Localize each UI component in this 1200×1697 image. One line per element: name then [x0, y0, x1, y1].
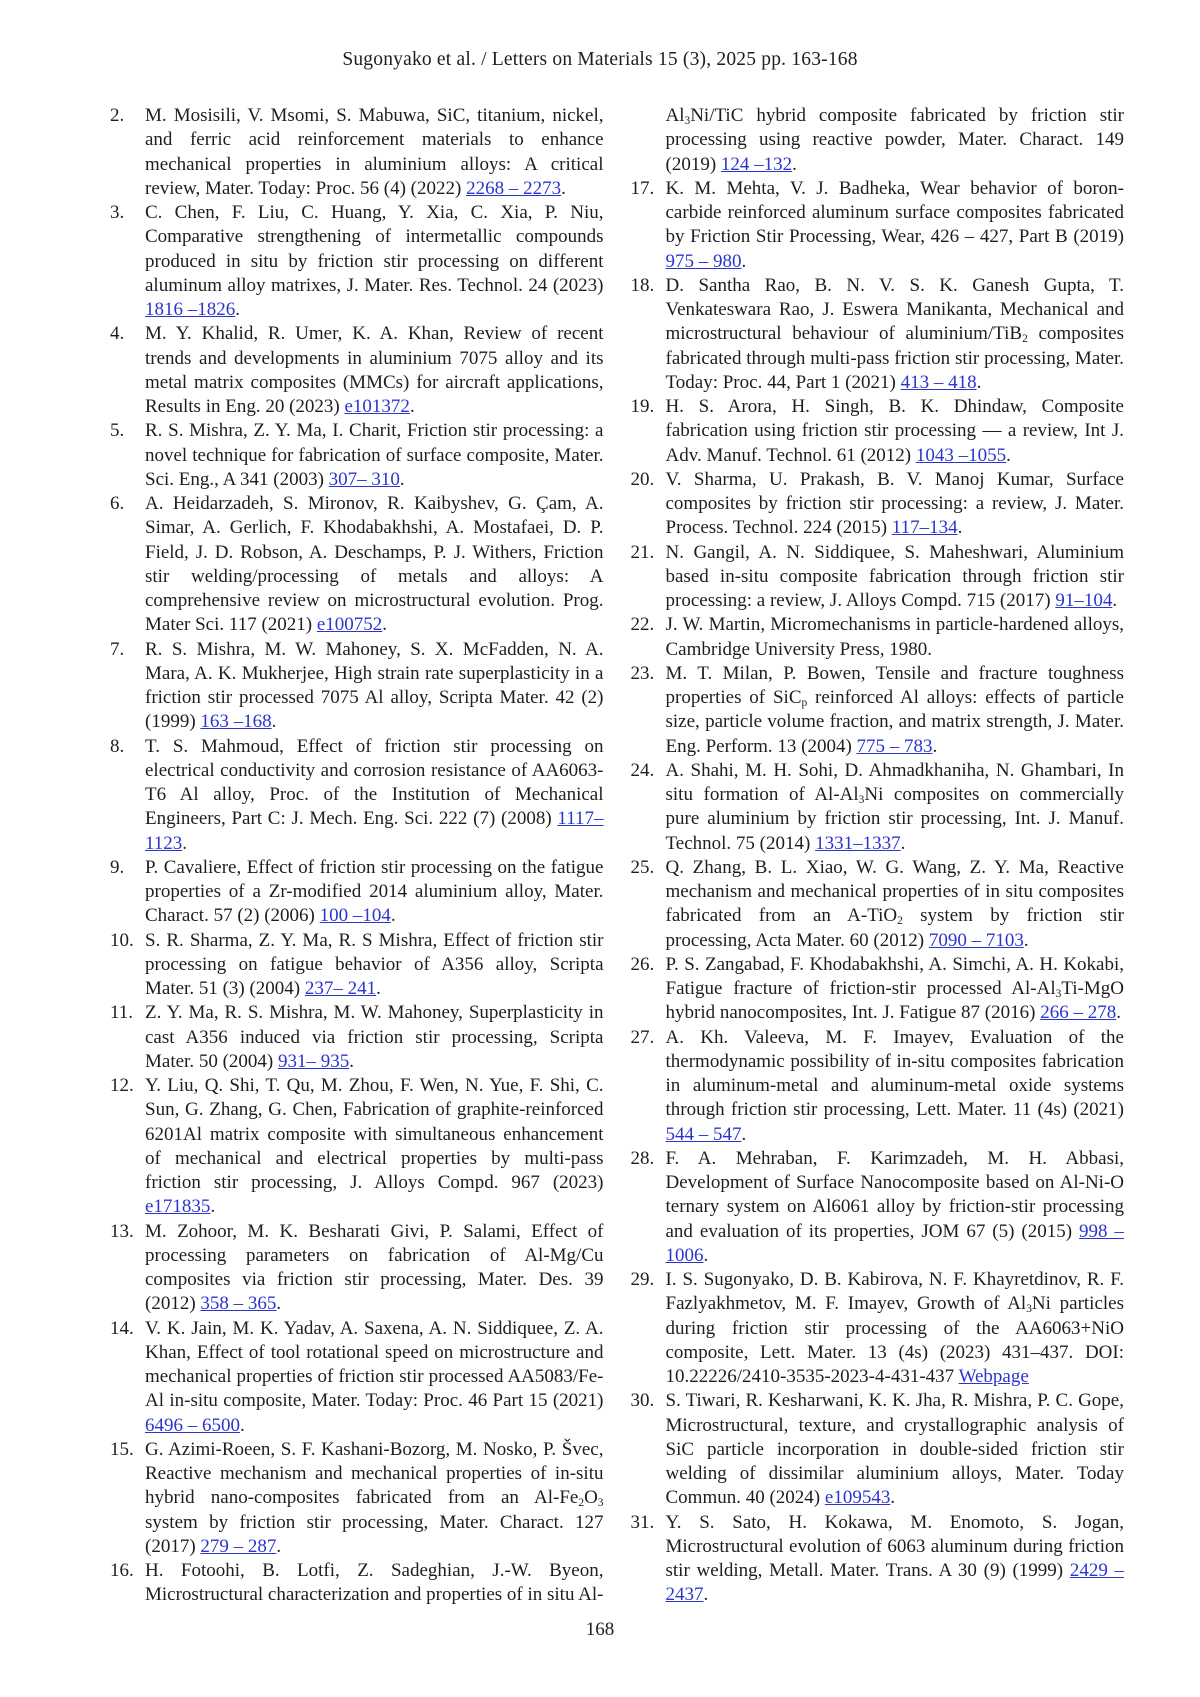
reference-number: 15.	[110, 1438, 134, 1460]
subscript-text: 3	[858, 793, 865, 806]
reference-text: G. Azimi-Roeen, S. F. Kashani-Bozorg, M. Nosko, P. Švec, Reactive mechanism and mechanical properties of in-situ hybrid nano-composites fabricated from an Al-Fe	[145, 1438, 604, 1509]
reference-text: V. Sharma, U. Prakash, B. V. Manoj Kumar, Surface composites by friction stir processing: a review, J. Mater. Process. Technol. 224 (2015)	[665, 468, 1124, 539]
reference-text: .	[235, 299, 240, 320]
reference-text: S. Tiwari, R. Kesharwani, K. K. Jha, R. Mishra, P. C. Gope, Microstructural, texture, and crystallographic analysis of SiC particle incorporation in double-sided friction stir welding of dissimilar aluminium alloys, Mater. Today Commun. 40 (2024)	[665, 1390, 1124, 1509]
reference-item	[631, 759, 1125, 856]
subscript-text: 3	[1055, 987, 1062, 1000]
reference-number: 18.	[630, 274, 655, 296]
reference-link[interactable]: 91–104	[1055, 590, 1113, 611]
reference-number: 3.	[110, 202, 125, 223]
reference-link[interactable]: 124 –132	[720, 153, 793, 175]
reference-link[interactable]: 279 – 287	[200, 1535, 277, 1557]
reference-item	[110, 735, 604, 856]
reference-link[interactable]: e171835	[145, 1196, 211, 1218]
reference-text: .	[932, 735, 938, 757]
reference-item	[110, 419, 604, 492]
reference-link[interactable]: 775 – 783	[856, 735, 933, 757]
reference-text: N. Gangil, A. N. Siddiquee, S. Maheshwari, Aluminium based in-situ composite fabrication through friction stir processing: a review, J. Alloys Compd. 715 (2017)	[665, 541, 1124, 611]
reference-text: .	[240, 1414, 245, 1436]
reference-item	[110, 1001, 604, 1074]
reference-number: 12.	[110, 1075, 134, 1096]
reference-text: .	[376, 978, 381, 999]
reference-item	[631, 1147, 1125, 1268]
reference-number: 20.	[630, 468, 655, 490]
reference-text: P. Cavaliere, Effect of friction stir processing on the fatigue properties of a Zr-modified 2014 aluminium alloy, Mater. Charact. 57 (2) (2006)	[145, 856, 604, 927]
reference-number: 30.	[630, 1390, 655, 1412]
reference-link[interactable]: 6496 – 6500	[145, 1414, 240, 1436]
reference-number: 24.	[630, 759, 655, 781]
reference-number: 23.	[630, 662, 655, 684]
reference-text: .	[741, 250, 747, 272]
reference-number: 7.	[110, 638, 125, 660]
reference-item	[110, 492, 604, 638]
reference-text: .	[1116, 1002, 1121, 1024]
reference-number: 8.	[110, 735, 125, 757]
reference-text: .	[1023, 929, 1029, 951]
subscript-text: 3	[684, 114, 691, 127]
reference-item	[631, 613, 1125, 662]
subscript-text: 3	[1026, 1303, 1032, 1316]
reference-item	[631, 1389, 1125, 1510]
reference-link[interactable]: e100752	[316, 614, 383, 636]
subscript-text: p	[801, 696, 808, 709]
reference-link[interactable]: 544 – 547	[665, 1123, 742, 1145]
reference-number: 4.	[110, 323, 125, 345]
reference-item	[110, 201, 604, 322]
reference-link[interactable]: 237– 241	[304, 978, 377, 999]
reference-text: A. Kh. Valeeva, M. F. Imayev, Evaluation of the thermodynamic possibility of in-situ composites fabrication in aluminum-metal and aluminum-metal oxide systems through friction stir processing, Lett. Mater. 11 (4s) (2021)	[665, 1026, 1124, 1121]
reference-text: T. S. Mahmoud, Effect of friction stir processing on electrical conductivity and corrosion resistance of AA6063-T6 Al alloy, Proc. of the Institution of Mechanical Engineers, Part C: J. Mech. Eng. Sci. 222 (7) (2008)	[145, 735, 604, 830]
reference-text: Q. Zhang, B. L. Xiao, W. G. Wang, Z. Y. Ma, Reactive mechanism and mechanical properties of in situ composites fabricated from an A-TiO	[665, 856, 1124, 927]
reference-text: .	[382, 614, 388, 636]
reference-text: K. M. Mehta, V. J. Badheka, Wear behavior of boron-carbide reinforced aluminum surface composites fabricated by Friction Stir Processing, Wear, 426 – 427, Part B (2019)	[665, 177, 1124, 248]
reference-item	[110, 638, 604, 735]
reference-link[interactable]: 975 – 980	[665, 250, 742, 272]
reference-text: .	[210, 1196, 216, 1218]
reference-text: H. Fotoohi, B. Lotfi, Z. Sadeghian, J.-W. Byeon, Microstructural characterization and properties of in situ Al-Al	[145, 105, 685, 1606]
reference-item	[631, 953, 1125, 1026]
reference-text: .	[900, 832, 906, 854]
reference-item	[631, 662, 1125, 759]
reference-number: 19.	[630, 396, 655, 417]
reference-link[interactable]: 100 –104	[319, 905, 391, 927]
reference-text: .	[703, 1584, 709, 1606]
reference-text: Y. Liu, Q. Shi, T. Qu, M. Zhou, F. Wen, N. Yue, F. Shi, C. Sun, G. Zhang, G. Chen, Fabrication of graphite-reinforced 6201Al matrix composite with simultaneous enhancement of mechanical and electrical properties by multi-pass friction stir processing, J. Alloys Compd. 967 (2023)	[145, 1075, 604, 1193]
reference-item	[631, 1511, 1125, 1608]
reference-item	[110, 856, 604, 929]
reference-text: .	[276, 1293, 282, 1315]
reference-text: A. Shahi, M. H. Sohi, D. Ahmadkhaniha, N. Ghambari, In situ formation of Al-Al	[665, 759, 1124, 805]
reference-item	[631, 177, 1125, 274]
reference-link[interactable]: 163 –168	[200, 711, 272, 733]
reference-item	[110, 1438, 604, 1559]
reference-text: .	[276, 1535, 282, 1557]
reference-number: 16.	[110, 1560, 134, 1581]
reference-link[interactable]: 358 – 365	[200, 1293, 277, 1315]
reference-text: .	[349, 1050, 354, 1072]
reference-number: 5.	[110, 420, 125, 442]
reference-number: 22.	[630, 614, 655, 636]
reference-item	[631, 856, 1125, 953]
reference-link[interactable]: 1816 –1826	[145, 299, 236, 320]
reference-item	[110, 929, 604, 1002]
reference-text: S. R. Sharma, Z. Y. Ma, R. S Mishra, Effect of friction stir processing on fatigue behavior of A356 alloy, Scripta Mater. 51 (3) (2004)	[145, 929, 604, 999]
reference-link[interactable]: 1043 –1055	[915, 444, 1007, 466]
reference-number: 27.	[630, 1026, 655, 1048]
reference-link[interactable]: 1117–1123	[145, 808, 604, 854]
reference-item	[110, 1317, 604, 1438]
reference-text: .	[741, 1123, 747, 1145]
reference-text: .	[1006, 444, 1011, 466]
reference-text: Y. S. Sato, H. Kokawa, M. Enomoto, S. Jogan, Microstructural evolution of 6063 aluminum during friction stir welding, Metall. Mater. Trans. A 30 (9) (1999)	[665, 1511, 1124, 1581]
reference-number: 21.	[630, 541, 655, 563]
reference-text: R. S. Mishra, Z. Y. Ma, I. Charit, Friction stir processing: a novel technique for fabrication of surface composite, Mater. Sci. Eng., A 341 (2003)	[145, 420, 604, 490]
reference-link[interactable]: 7090 – 7103	[928, 929, 1024, 951]
reference-item	[110, 322, 604, 419]
running-head: Sugonyako et al. / Letters on Materials 15 (3), 2025 pp. 163-168	[342, 49, 858, 70]
reference-text: .	[182, 832, 188, 854]
reference-text: M. Mosisili, V. Msomi, S. Mabuwa, SiC, titanium, nickel, and ferric acid reinforcement materials to enhance mechanical properties in aluminium alloys: A critical review, Mater. Today: Proc. 56 (4) (2022)	[145, 105, 604, 199]
reference-link[interactable]: 2429 – 2437	[665, 1560, 1125, 1606]
reference-text: .	[890, 1487, 896, 1509]
reference-number: 25.	[630, 856, 655, 878]
reference-text: .	[409, 396, 415, 417]
reference-link[interactable]: 1331–1337	[815, 832, 901, 854]
reference-text: .	[976, 371, 982, 393]
references-list	[110, 104, 1124, 1608]
reference-text: .	[561, 177, 566, 199]
reference-item	[631, 1026, 1125, 1147]
reference-number: 10.	[110, 929, 134, 951]
reference-text: F. A. Mehraban, F. Karimzadeh, M. H. Abbasi, Development of Surface Nanocomposite based on Al-Ni-O ternary system on Al6061 alloy by friction-stir processing and evaluation of its properties, JOM 67 (5) (2015)	[665, 1147, 1124, 1242]
reference-item	[631, 468, 1125, 541]
reference-text: H. S. Arora, H. Singh, B. K. Dhindaw, Composite fabrication using friction stir processing — a review, Int J. Adv. Manuf. Technol. 61 (2012)	[665, 396, 1124, 466]
reference-text: O	[584, 1487, 598, 1509]
reference-text: M. T. Milan, P. Bowen, Tensile and fracture toughness properties of SiC	[665, 662, 1124, 708]
page-number: 168	[585, 1619, 615, 1640]
reference-text: .	[957, 517, 963, 539]
reference-text: composites fabricated through multi-pass friction stir processing, Mater. Today: Proc. 44, Part 1 (2021)	[665, 323, 1124, 393]
reference-item	[631, 395, 1125, 468]
reference-number: 11.	[110, 1002, 134, 1024]
subscript-text: 3	[597, 1497, 604, 1510]
reference-text: Ti-MgO hybrid nanocomposites, Int. J. Fatigue 87 (2016)	[665, 978, 1124, 1024]
reference-number: 31.	[630, 1511, 655, 1533]
reference-item	[110, 1220, 604, 1317]
reference-item	[110, 104, 604, 201]
reference-text: I. S. Sugonyako, D. B. Kabirova, N. F. Khayretdinov, R. F. Fazlyakhmetov, M. F. Imayev, Growth of Al	[665, 1269, 1124, 1315]
reference-number: 2.	[110, 105, 125, 126]
reference-item	[631, 541, 1125, 614]
reference-number: 9.	[110, 856, 125, 878]
reference-link[interactable]: 931– 935	[277, 1050, 350, 1072]
reference-link[interactable]: 117–134	[891, 517, 958, 539]
reference-link[interactable]: 413 – 418	[900, 371, 977, 393]
reference-text: system by friction stir processing, Acta Mater. 60 (2012)	[665, 905, 1125, 951]
reference-text: Ni particles during friction stir processing of the AA6063+NiO composite, Lett. Mater. 13 (4s) (2023) 431–437. DOI: 10.22226/2410-3535-2023-4-431-437	[665, 1293, 1124, 1387]
reference-number: 29.	[630, 1269, 655, 1290]
reference-link[interactable]: 266 – 278	[1040, 1002, 1117, 1024]
reference-text: D. Santha Rao, B. N. V. S. K. Ganesh Gupta, T. Venkateswara Rao, J. Eswera Manikanta, Mechanical and microstructural behaviour of aluminium/TiB	[665, 274, 1124, 345]
reference-item	[110, 1074, 604, 1220]
reference-text: reinforced Al alloys: effects of particle size, particle volume fraction, and matrix strength, J. Mater. Eng. Perform. 13 (2004)	[665, 687, 1124, 757]
reference-text: M. Y. Khalid, R. Umer, K. A. Khan, Review of recent trends and developments in aluminium 7075 alloy and its metal matrix composites (MMCs) for aircraft applications, Results in Eng. 20 (2023)	[145, 323, 604, 417]
reference-text: .	[703, 1244, 709, 1266]
reference-text: Ni composites on commercially pure aluminium by friction stir processing, Int. J. Manuf. Technol. 75 (2014)	[665, 784, 1124, 854]
reference-link[interactable]: Webpage	[958, 1366, 1029, 1387]
reference-link[interactable]: 307– 310	[328, 468, 400, 490]
reference-number: 13.	[110, 1220, 134, 1242]
reference-text: Z. Y. Ma, R. S. Mishra, M. W. Mahoney, Superplasticity in cast A356 induced via friction stir processing, Scripta Mater. 50 (2004)	[145, 1002, 604, 1072]
reference-number: 17.	[630, 177, 655, 199]
reference-text: P. S. Zangabad, F. Khodabakhshi, A. Simchi, A. H. Kokabi, Fatigue fracture of friction-stir processed Al-Al	[665, 953, 1124, 999]
reference-link[interactable]: e109543	[824, 1487, 891, 1509]
reference-text: V. K. Jain, M. K. Yadav, A. Saxena, A. N. Siddiquee, Z. A. Khan, Effect of tool rotational speed on microstructure and mechanical properties of friction stir processed AA5083/Fe-Al in-situ composite, Mater. Today: Proc. 46 Part 15 (2021)	[145, 1317, 604, 1412]
reference-text: system by friction stir processing, Mater. Charact. 127 (2017)	[145, 1511, 604, 1557]
reference-text: A. Heidarzadeh, S. Mironov, R. Kaibyshev, G. Çam, A. Simar, A. Gerlich, F. Khodabakhshi, A. Mostafaei, D. P. Field, J. D. Robson, A. Deschamps, P. J. Withers, Friction stir welding/processing of metals and alloys: A comprehensive review on microstructural evolution. Prog. Mater Sci. 117 (2021)	[145, 493, 604, 636]
reference-link[interactable]: 998 –1006	[665, 1220, 1125, 1266]
subscript-text: 2	[897, 915, 903, 928]
reference-text: R. S. Mishra, M. W. Mahoney, S. X. McFadden, N. A. Mara, A. K. Mukherjee, High strain rate superplasticity in a friction stir processed 7075 Al alloy, Scripta Mater. 42 (2) (1999)	[145, 638, 604, 733]
reference-link[interactable]: e101372	[344, 396, 410, 417]
reference-item	[631, 274, 1125, 395]
reference-text: J. W. Martin, Micromechanisms in particle-hardened alloys, Cambridge University Press, 1980.	[665, 614, 1124, 660]
reference-text: C. Chen, F. Liu, C. Huang, Y. Xia, C. Xia, P. Niu, Comparative strengthening of intermetallic compounds produced in situ by friction stir processing on different aluminum alloy matrixes, J. Mater. Res. Technol. 24 (2023)	[145, 202, 604, 296]
reference-number: 6.	[110, 493, 125, 514]
reference-text: M. Zohoor, M. K. Besharati Givi, P. Salami, Effect of processing parameters on fabrication of Al-Mg/Cu composites via friction stir processing, Mater. Des. 39 (2012)	[145, 1220, 604, 1315]
reference-number: 14.	[110, 1317, 134, 1339]
reference-link[interactable]: 2268 – 2273	[466, 177, 562, 199]
reference-text: Ni/TiC hybrid composite fabricated by friction stir processing using reactive powder, Mater. Charact. 149 (2019)	[665, 105, 1124, 175]
subscript-text: 2	[578, 1497, 585, 1510]
reference-text: .	[1112, 590, 1118, 611]
reference-text: .	[792, 153, 797, 175]
reference-item	[631, 1268, 1125, 1389]
reference-text: .	[271, 711, 277, 733]
reference-text: .	[399, 468, 405, 490]
reference-number: 28.	[630, 1147, 655, 1169]
subscript-text: 2	[1022, 333, 1028, 346]
reference-text: .	[390, 905, 396, 927]
reference-number: 26.	[630, 953, 655, 975]
